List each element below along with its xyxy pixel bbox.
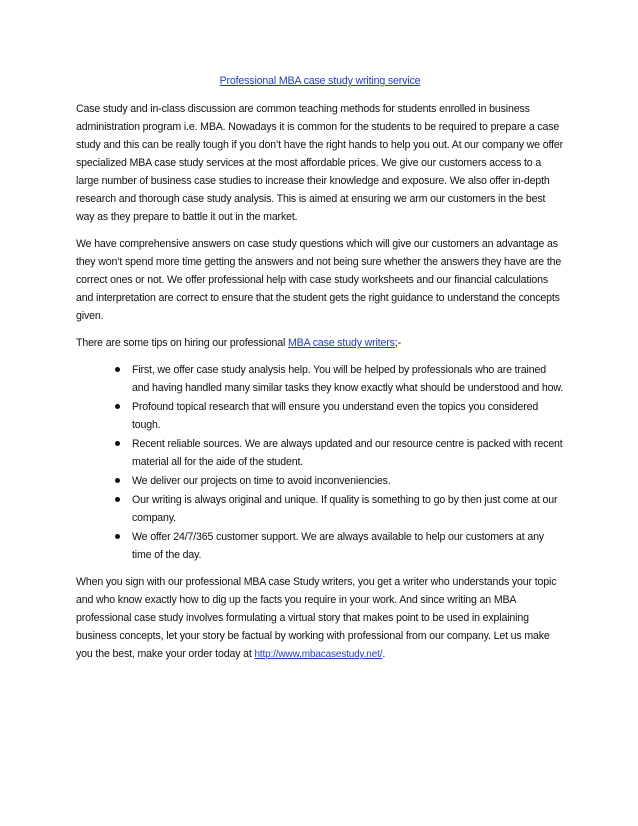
list-item	[76, 472, 564, 490]
document-title-link[interactable]: Professional MBA case study writing service	[219, 75, 421, 87]
tip-text: Recent reliable sources. We are always updated and our resource centre is packed with recent material all for the aide of the student.	[132, 438, 563, 468]
tips-intro-suffix: ;-	[394, 337, 401, 349]
bullet-icon	[115, 441, 120, 446]
bullet-icon	[115, 367, 120, 372]
tip-text: Our writing is always original and unique. If quality is something to go by then just come at our company.	[132, 494, 558, 524]
closing-paragraph	[76, 573, 564, 664]
tips-list	[76, 361, 564, 564]
bullet-icon	[115, 404, 120, 409]
list-item	[76, 528, 564, 564]
mba-writers-link[interactable]: MBA case study writers	[288, 337, 395, 349]
tip-text: We deliver our projects on time to avoid inconveniencies.	[132, 475, 391, 487]
intro-paragraph: Case study and in-class discussion are common teaching methods for students enrolled in business administration program i.e. MBA. Nowadays it is common for the students to be required to prepare a case study and this can be really tough if you don’t have the right hands to help you out. At our company we offer specialized MBA case study services at the most affordable prices. We give our customers access to a large number of business case studies to increase their knowledge and exposure. We also offer in-depth research and thorough case study analysis. This is aimed at ensuring we arm our customers in the best way as they prepare to battle it out in the market.	[76, 103, 563, 223]
list-item	[76, 398, 564, 434]
list-item	[76, 361, 564, 397]
tips-intro-paragraph	[76, 334, 564, 352]
bullet-icon	[115, 497, 120, 502]
list-item	[76, 491, 564, 527]
tip-text: Profound topical research that will ensure you understand even the topics you considered tough.	[132, 401, 539, 431]
document-page	[76, 72, 564, 673]
list-item	[76, 435, 564, 471]
bullet-icon	[115, 478, 120, 483]
closing-period: .	[382, 648, 386, 660]
bullet-icon	[115, 534, 120, 539]
tip-text: First, we offer case study analysis help. You will be helped by professionals who are trained and having handled many similar tasks they know exactly what should be understood and how.	[132, 364, 564, 394]
tip-text: We offer 24/7/365 customer support. We are always available to help our customers at any time of the day.	[132, 531, 544, 561]
closing-text: When you sign with our professional MBA case Study writers, you get a writer who understands your topic and who know exactly how to dig up the facts you require in your work. And since writing an MBA professional case study involves formulating a virtual story that makes point to be used in explaining business concepts, let your story be factual by working with professional from our company. Let us make you the best, make your order today at	[76, 576, 557, 660]
answers-paragraph: We have comprehensive answers on case study questions which will give our customers an advantage as they won’t spend more time getting the answers and not being sure whether the answers they have are the correct ones or not. We offer professional help with case study worksheets and our financial calculations and interpretation are correct to ensure that the student gets the right guidance to understand the concepts given.	[76, 238, 562, 322]
title-container	[76, 72, 564, 90]
tips-intro-text: There are some tips on hiring our professional	[76, 337, 288, 349]
website-url-link[interactable]: http://www.mbacasestudy.net/	[254, 649, 383, 660]
